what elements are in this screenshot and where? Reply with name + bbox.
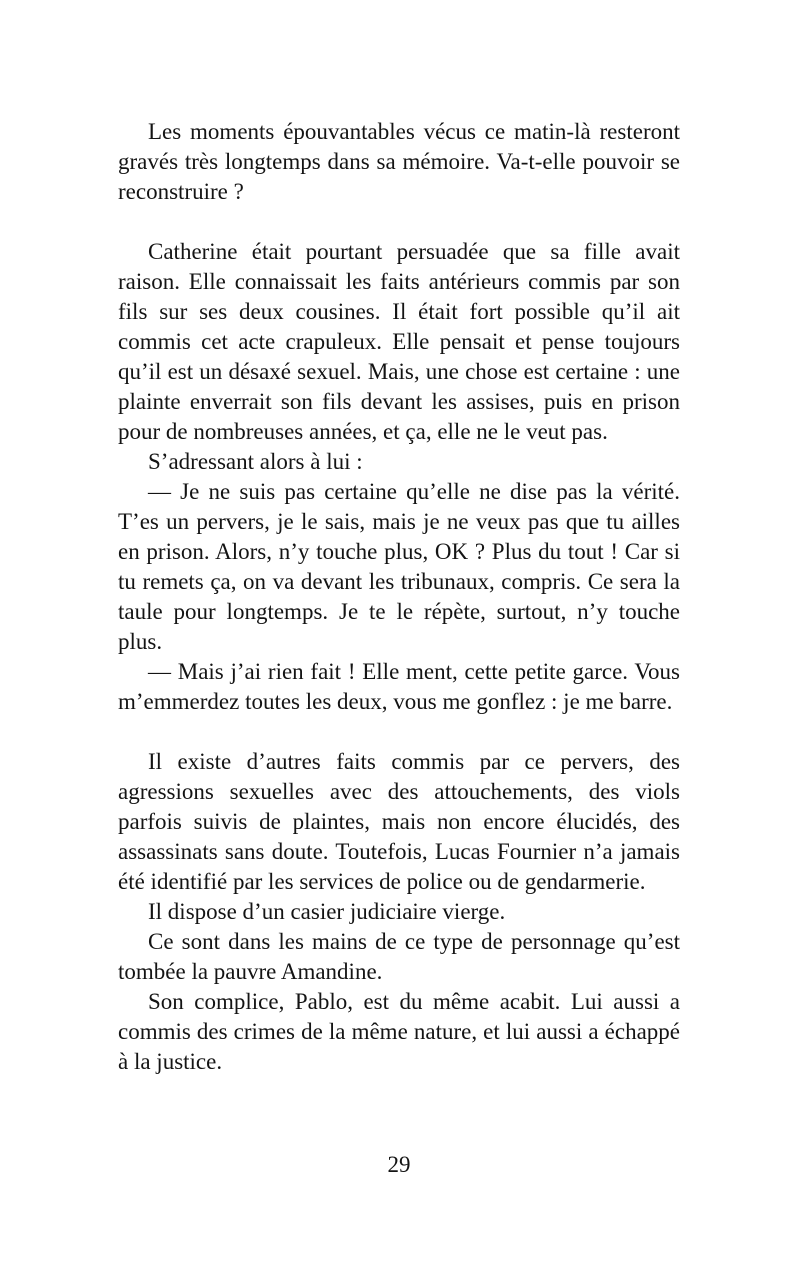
section-break: [118, 207, 680, 237]
section-break: [118, 717, 680, 747]
paragraph: Ce sont dans les mains de ce type de personnage qu’est tombée la pauvre Amandine.: [118, 929, 680, 984]
paragraph: Il dispose d’un casier judiciaire vierge.: [148, 899, 506, 924]
dialogue-line: — Mais j’ai rien fait ! Elle ment, cette petite garce. Vous m’emmerdez toutes les deux, vous me gonflez : je me barre.: [118, 659, 680, 714]
book-page-text: [118, 117, 680, 1077]
paragraph: Catherine était pourtant persuadée que sa fille avait raison. Elle connaissait les faits antérieurs commis par son fils sur ses deux cousines. Il était fort possible qu’il ait commis cet acte crapuleux. Elle pensait et pense toujours qu’il est un désaxé sexuel. Mais, une chose est certaine : une plainte enverrait son fils devant les assises, puis en prison pour de nombreuses années, et ça, elle ne le veut pas.: [118, 239, 680, 444]
dialogue-line: — Je ne suis pas certaine qu’elle ne dise pas la vérité. T’es un pervers, je le sais, mais je ne veux pas que tu ailles en prison. Alors, n’y touche plus, OK ? Plus du tout ! Car si tu remets ça, on va devant les tribunaux, compris. Ce sera la taule pour longtemps. Je te le répète, surtout, n’y touche plus.: [118, 479, 680, 654]
page-number: 29: [387, 1152, 411, 1177]
paragraph: Les moments épouvantables vécus ce matin-là resteront gravés très longtemps dans sa mémoire. Va-t-elle pouvoir se reconstruire ?: [118, 119, 680, 204]
paragraph: Il existe d’autres faits commis par ce pervers, des agressions sexuelles avec des attouchements, des viols parfois suivis de plaintes, mais non encore élucidés, des assassinats sans doute. Toutefois, Lucas Fournier n’a jamais été identifié par les services de police ou de gendarmerie.: [118, 749, 680, 894]
paragraph: Son complice, Pablo, est du même acabit. Lui aussi a commis des crimes de la même nature, et lui aussi a échappé à la justice.: [118, 989, 680, 1074]
paragraph: S’adressant alors à lui :: [148, 449, 363, 474]
